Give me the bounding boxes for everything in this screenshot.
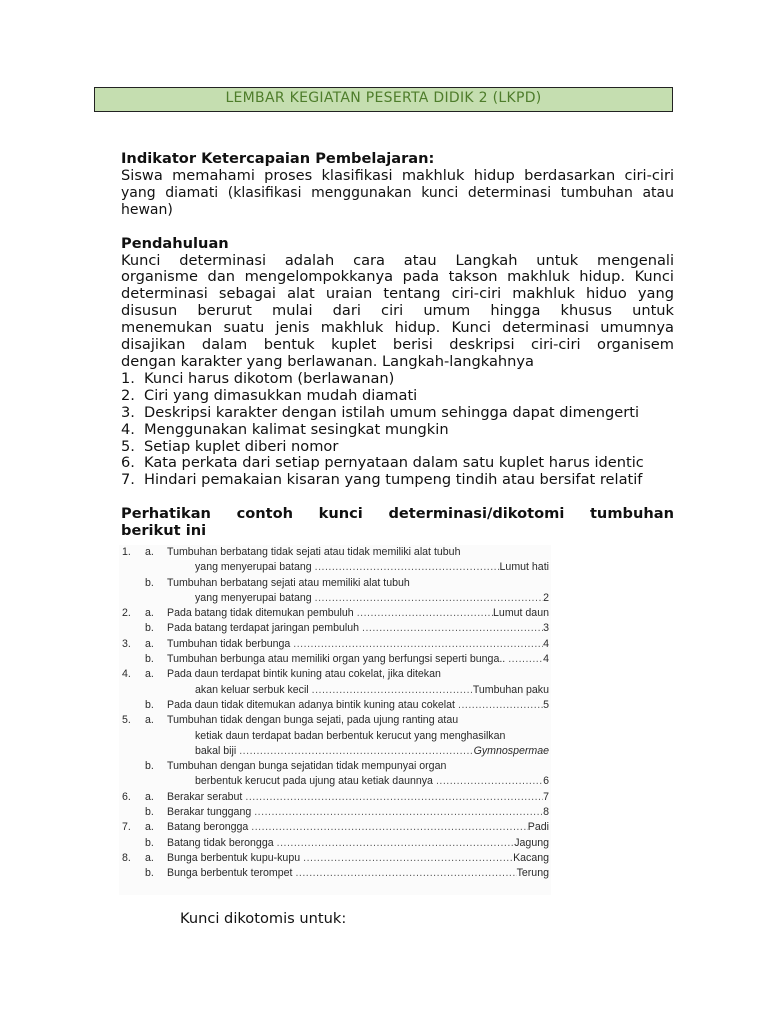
leader-dots [309,683,473,698]
key-result: Tumbuhan paku [472,683,549,696]
key-result: 4 [543,653,549,666]
steps-list [121,371,674,489]
key-row [119,729,551,744]
key-result: Jagung [514,836,549,849]
key-letter: a. [145,821,154,834]
key-description: Berakar serabut [167,790,243,803]
key-row [119,836,551,851]
intro-line: menemukan suatu jenis makhluk hidup. Kunci determinasi umumnya [121,319,674,337]
key-number: 8. [122,851,131,864]
key-row [119,759,551,774]
key-row [119,591,551,606]
key-row [119,652,551,667]
intro-line: dengan karakter yang berlawanan. Langkah-langkahnya [121,352,534,370]
key-description: yang menyerupai batang [195,591,312,604]
key-row [119,606,551,621]
key-row [119,820,551,835]
intro-line: Kunci determinasi adalah cara atau Langkah untuk mengenali [121,251,674,269]
key-description: Tumbuhan tidak berbunga [167,637,291,650]
key-number: 6. [122,790,131,803]
intro-heading: Pendahuluan [121,234,229,252]
intro-line: disajikan dalam bentuk kuplet berisi deskripsi ciri-ciri organisem [121,336,674,354]
key-description: Bunga berbentuk terompet [167,867,293,880]
key-result: 5 [543,698,549,711]
indicator-heading: Indikator Ketercapaian Pembelajaran: [121,150,435,167]
worksheet-body [121,151,674,540]
dichotomous-key-label: Kunci dikotomis untuk: [180,910,347,927]
leader-dots [251,805,543,820]
key-description: yang menyerupai batang [195,561,312,574]
list-item: 7. Hindari pemakaian kisaran yang tumpeng tindih atau bersifat relatif [121,471,643,489]
key-description: Bunga berbentuk kupu-kupu [167,851,301,864]
key-row [119,851,551,866]
key-letter: b. [145,760,154,773]
leader-dots [300,851,513,866]
list-item: 5. Setiap kuplet diberi nomor [121,437,339,455]
key-row [119,698,551,713]
key-result: Gymnospermae [473,744,549,757]
leader-dots [274,836,515,851]
key-result: 7 [543,790,549,803]
key-letter: a. [145,851,154,864]
key-letter: a. [145,790,154,803]
leader-dots [354,606,493,621]
indicator-line-2: yang diamati (klasifikasi menggunakan kunci determinasi tumbuhan atau [121,184,674,201]
determination-key-image [119,545,551,895]
key-letter: b. [145,867,154,880]
leader-dots [505,652,543,667]
list-item: 6. Kata perkata dari setiap pernyataan dalam satu kuplet harus identic [121,454,644,472]
key-row [119,774,551,789]
key-letter: b. [145,622,154,635]
key-letter: b. [145,653,154,666]
list-item: 4. Menggunakan kalimat sesingkat mungkin [121,420,449,438]
key-letter: b. [145,698,154,711]
leader-dots [455,698,543,713]
key-description: Batang tidak berongga [167,836,274,849]
key-number: 2. [122,607,131,620]
key-result: Terung [516,867,549,880]
key-description: Tumbuhan berbatang tidak sejati atau tidak memiliki alat tubuh [167,546,461,558]
intro-line: organisme dan mengelompokkanya pada takson makhluk hidup. Kunci [121,268,674,286]
key-result: 4 [543,637,549,650]
intro-paragraph [121,253,674,371]
leader-dots [242,790,543,805]
key-description: Batang berongga [167,821,249,834]
example-heading-line-2: berikut ini [121,522,207,540]
key-row [119,790,551,805]
key-row [119,683,551,698]
indicator-line-1: Siswa memahami proses klasifikasi makhluk hidup berdasarkan ciri-ciri [121,166,674,184]
key-number: 3. [122,637,131,650]
key-description: Berakar tunggang [167,806,252,819]
key-letter: b. [145,576,154,589]
leader-dots [236,744,473,759]
key-description: berbentuk kerucut pada ujung atau ketiak daunnya [195,775,433,788]
key-description: akan keluar serbuk kecil [195,683,309,696]
key-description: Tumbuhan berbatang sejati atau memiliki alat tubuh [167,576,410,589]
example-heading-line-1: Perhatikan contoh kunci determinasi/dikotomi tumbuhan [121,505,674,523]
key-number: 5. [122,714,131,727]
key-letter: a. [145,637,154,650]
key-letter: a. [145,668,154,681]
key-letter: b. [145,806,154,819]
key-row [119,621,551,636]
key-row [119,805,551,820]
key-description: Pada batang terdapat jaringan pembuluh [167,622,360,635]
key-result: Lumut hati [499,561,549,574]
key-letter: b. [145,836,154,849]
key-description: Pada daun terdapat bintik kuning atau cokelat, jika ditekan [167,668,441,681]
key-row [119,560,551,575]
key-description: Tumbuhan dengan bunga sejatidan tidak mempunyai organ [167,760,447,773]
key-result: Padi [527,821,549,834]
intro-line: determinasi sebagai alat uraian tentang ciri-ciri makhluk hiduo yang [121,285,674,303]
key-letter: a. [145,546,154,558]
leader-dots [433,774,543,789]
key-row [119,667,551,682]
key-description: ketiak daun terdapat badan berbentuk kerucut yang menghasilkan [195,729,506,742]
key-description: Tumbuhan tidak dengan bunga sejati, pada ujung ranting atau [167,714,459,727]
key-result: Kacang [513,851,549,864]
key-result: 2 [543,591,549,604]
key-number: 4. [122,668,131,681]
key-letter: a. [145,607,154,620]
worksheet-title: LEMBAR KEGIATAN PESERTA DIDIK 2 (LKPD) [94,87,673,112]
list-item: 1. Kunci harus dikotom (berlawanan) [121,369,395,387]
key-row [119,744,551,759]
leader-dots [359,621,543,636]
key-result: 8 [543,806,549,819]
key-description: Tumbuhan berbunga atau memiliki organ yang berfungsi seperti bunga.. [167,653,506,666]
leader-dots [292,866,516,881]
key-description: bakal biji [195,744,237,757]
key-row [119,545,551,560]
key-result: Lumut daun [493,607,549,620]
key-description: Pada batang tidak ditemukan pembuluh [167,607,354,620]
list-item: 3. Deskripsi karakter dengan istilah umum sehingga dapat dimengerti [121,403,640,421]
leader-dots [290,637,543,652]
key-row [119,866,551,881]
key-letter: a. [145,714,154,727]
key-row [119,713,551,728]
key-description: Pada daun tidak ditemukan adanya bintik kuning atau cokelat [167,698,455,711]
key-number: 1. [122,546,131,558]
key-result: 6 [543,775,549,788]
intro-line: disusun berurut mulai dari ciri umum hingga khusus untuk [121,302,674,320]
key-number: 7. [122,821,131,834]
leader-dots [312,560,500,575]
leader-dots [312,591,543,606]
indicator-line-3: hewan) [121,201,173,218]
list-item: 2. Ciri yang dimasukkan mudah diamati [121,386,418,404]
key-row [119,637,551,652]
leader-dots [248,820,528,835]
key-result: 3 [543,622,549,635]
key-row [119,576,551,591]
